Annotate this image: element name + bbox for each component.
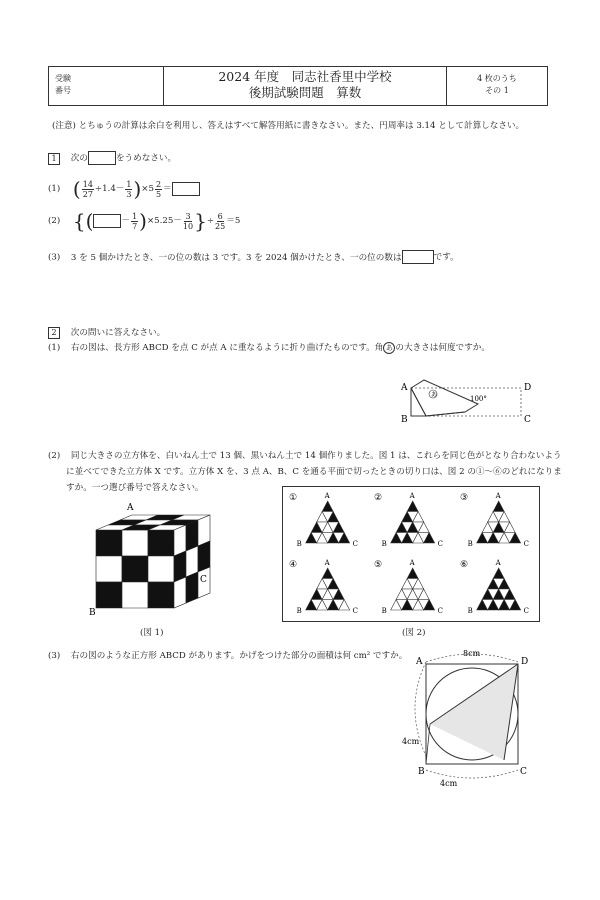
choice-label-A: A xyxy=(495,492,501,500)
fig3-label-A: A xyxy=(416,657,423,667)
checkered-cube-figure xyxy=(84,500,214,618)
fig3-label-D: D xyxy=(521,657,529,667)
q1-p1-label: (1) xyxy=(48,184,61,194)
q2-p3-label: (3) xyxy=(48,651,61,661)
q1-heading xyxy=(48,151,176,165)
fig1-angle-label: あ xyxy=(431,391,438,399)
q1-p2: (2) {( － $\frac{1}{7}$ )×5.25－ $\frac{3}{10}$ }÷ $\frac{6}{25}$ ＝5 xyxy=(48,209,241,233)
choice-number: ① xyxy=(289,493,298,503)
q2-p2-text-1: 同じ大きさの立方体を、白いねん土で 13 個、黒いねん土で 14 個作りました。図 1 は、これらを同じ色がとなり合わないよう xyxy=(70,451,562,461)
title-cell xyxy=(164,67,447,105)
choice-label-C: C xyxy=(352,540,359,548)
choice-number: ⑤ xyxy=(374,560,383,570)
fig3-bottom-length: 4cm xyxy=(440,779,458,788)
q1-p1-frac1: $\frac{14}{27}$ xyxy=(82,179,93,199)
q2-p2-line2: に並べてできた立方体 X です。立方体 X を、3 点 A、B、C を通る平面で切ったときの切り口は、図 2 の①～⑥のどれになりま xyxy=(66,467,562,477)
q2-p1-text-post: の大きさは何度ですか。 xyxy=(395,343,490,353)
choice-label-B: B xyxy=(381,607,388,615)
exam-number-cell xyxy=(49,67,164,105)
fig1-label-C: C xyxy=(524,415,531,425)
choice-label-A: A xyxy=(324,559,330,567)
cube-cell xyxy=(198,515,210,546)
cube-cell xyxy=(122,582,148,608)
cube-cell xyxy=(122,530,148,556)
choices-panel xyxy=(282,486,540,622)
fig1-label-D: D xyxy=(524,383,532,393)
choice-3[interactable] xyxy=(454,487,539,554)
cube-cell xyxy=(174,551,186,582)
q1-number: 1 xyxy=(48,153,60,165)
notice-text: (注意) とちゅうの計算は余白を利用し、答えはすべて解答用紙に書きなさい。また、円周率は 3.14 として計算しなさい。 xyxy=(52,121,525,131)
exam-number-label-1: 受験 xyxy=(55,74,71,83)
fig3-top-length: 8cm xyxy=(463,649,481,658)
choice-cell xyxy=(407,568,418,579)
fig3-label-B: B xyxy=(418,767,425,777)
choice-label-B: B xyxy=(467,540,473,548)
q2-p1-text-pre: 右の図は、長方形 ABCD を点 C が点 A に重なるように折り曲げたものです。角 xyxy=(70,343,384,353)
folded-rectangle-figure xyxy=(396,376,546,426)
angle-marker-icon: あ xyxy=(383,342,395,354)
fig3-left-length: 4cm xyxy=(402,737,420,746)
choice-2[interactable] xyxy=(368,487,453,554)
q2-p3 xyxy=(48,651,407,662)
q2-p3-text: 右の図のような正方形 ABCD があります。かげをつけた部分の面積は何 cm² ですか。 xyxy=(70,651,408,661)
blank-box xyxy=(88,151,116,165)
cube-cell xyxy=(148,556,174,582)
cube-label-C: C xyxy=(200,575,207,585)
q1-p2-label: (2) xyxy=(48,216,61,226)
page-count-cell xyxy=(447,67,547,105)
cube-side-face xyxy=(174,515,210,608)
q1-p2-div: ÷ xyxy=(206,216,215,226)
choice-label-B: B xyxy=(467,607,473,615)
cube-cell xyxy=(148,530,174,556)
cube-cell xyxy=(186,546,198,577)
choice-cell xyxy=(493,568,504,579)
choice-cell xyxy=(493,501,504,512)
square-circle-figure xyxy=(396,648,542,790)
choice-label-A: A xyxy=(324,492,330,500)
choice-1[interactable] xyxy=(283,487,368,554)
choice-label-C: C xyxy=(523,607,529,615)
choice-cell xyxy=(322,568,333,579)
choice-5[interactable] xyxy=(368,554,453,621)
choice-cell xyxy=(322,501,333,512)
q1-p2-minus: － xyxy=(121,216,131,226)
q1-intro-pre: 次の xyxy=(70,153,88,164)
q1-p1-eq: ＝ xyxy=(163,184,172,194)
q1-p1: (1) ( $\frac{14}{27}$ ÷1.4－ $\frac{1}{3}$ )×5 $\frac{2}{5}$ ＝ xyxy=(48,178,200,200)
choice-label-B: B xyxy=(296,540,302,548)
title-line-1: 2024 年度 同志社香里中学校 xyxy=(218,69,392,84)
q1-p2-eq: ＝5 xyxy=(226,216,241,226)
q1-p1-frac3: $\frac{2}{5}$ xyxy=(155,179,162,199)
fig3-label-C: C xyxy=(520,767,527,777)
fig1-label-A: A xyxy=(401,383,408,393)
cube-cell xyxy=(122,556,148,582)
choice-number: ⑥ xyxy=(459,560,468,570)
q1-p2-frac2: $\frac{3}{10}$ xyxy=(182,211,194,231)
q1-p2-frac3: $\frac{6}{25}$ xyxy=(215,211,226,231)
q2-p2-label: (2) xyxy=(48,451,61,461)
choice-6[interactable] xyxy=(454,554,539,621)
fig1-label-B: B xyxy=(401,415,408,425)
choice-cell xyxy=(407,501,418,512)
title-line-2: 後期試験問題 算数 xyxy=(248,85,362,100)
cube-label-B: B xyxy=(89,608,96,618)
q1-p1-op2: ×5 xyxy=(141,184,154,194)
cube-cell xyxy=(96,556,122,582)
fig1-caption: (図 1) xyxy=(140,628,164,638)
q1-p2-mul: ×5.25－ xyxy=(146,216,182,226)
cube-cell xyxy=(148,582,174,608)
header-table xyxy=(48,66,548,106)
choice-label-C: C xyxy=(523,540,529,548)
fig2-caption: (図 2) xyxy=(402,628,426,638)
choice-label-A: A xyxy=(495,559,501,567)
choice-label-A: A xyxy=(409,492,416,500)
choice-4[interactable] xyxy=(283,554,368,621)
q1-p2-answer-box[interactable] xyxy=(93,214,121,228)
cube-cell xyxy=(198,541,210,572)
choice-number: ② xyxy=(374,493,383,503)
choice-number: ③ xyxy=(459,493,468,503)
fig1-angle-value: 100° xyxy=(470,395,487,403)
q2-p1-label: (1) xyxy=(48,343,61,353)
choice-number: ④ xyxy=(289,560,298,570)
q2-p1 xyxy=(48,342,490,354)
cube-label-A: A xyxy=(127,503,134,513)
page-count-1: 4 枚のうち xyxy=(477,74,517,83)
q1-p1-answer-box[interactable] xyxy=(172,182,200,196)
q2-heading xyxy=(48,327,165,339)
exam-number-label-2: 番号 xyxy=(55,86,71,95)
page-count-2: その 1 xyxy=(485,86,509,95)
cube-cell xyxy=(174,577,186,608)
cube-cell xyxy=(186,520,198,551)
cube-cell xyxy=(96,582,122,608)
q2-number: 2 xyxy=(48,327,60,339)
choice-label-C: C xyxy=(437,607,444,615)
q1-p3-label: (3) xyxy=(48,252,61,263)
q1-p3-post: です。 xyxy=(433,252,459,263)
q2-p2-line3: すか。一つ選び番号で答えなさい。 xyxy=(66,483,204,493)
choice-label-C: C xyxy=(352,607,359,615)
q2-p2-line1 xyxy=(48,451,562,462)
choice-label-A: A xyxy=(409,559,416,567)
cube-front-face xyxy=(96,530,174,608)
q1-p3-text: 3 を 5 個かけたとき、一の位の数は 3 です。3 を 2024 個かけたとき、一の位の数は xyxy=(70,252,402,263)
q1-p2-frac1: $\frac{1}{7}$ xyxy=(132,211,138,231)
q1-p1-op1: ÷1.4－ xyxy=(94,184,125,194)
cube-cell xyxy=(186,572,198,603)
choice-label-B: B xyxy=(296,607,302,615)
cube-cell xyxy=(174,525,186,556)
choice-label-B: B xyxy=(381,540,388,548)
q1-p3-answer-box[interactable] xyxy=(402,250,434,264)
q1-intro-post: をうめなさい。 xyxy=(115,153,177,164)
q1-p1-frac2: $\frac{1}{3}$ xyxy=(126,179,132,199)
q2-intro: 次の問いに答えなさい。 xyxy=(70,328,166,338)
cube-cell xyxy=(96,530,122,556)
q1-p3 xyxy=(48,250,459,264)
choice-label-C: C xyxy=(437,540,444,548)
